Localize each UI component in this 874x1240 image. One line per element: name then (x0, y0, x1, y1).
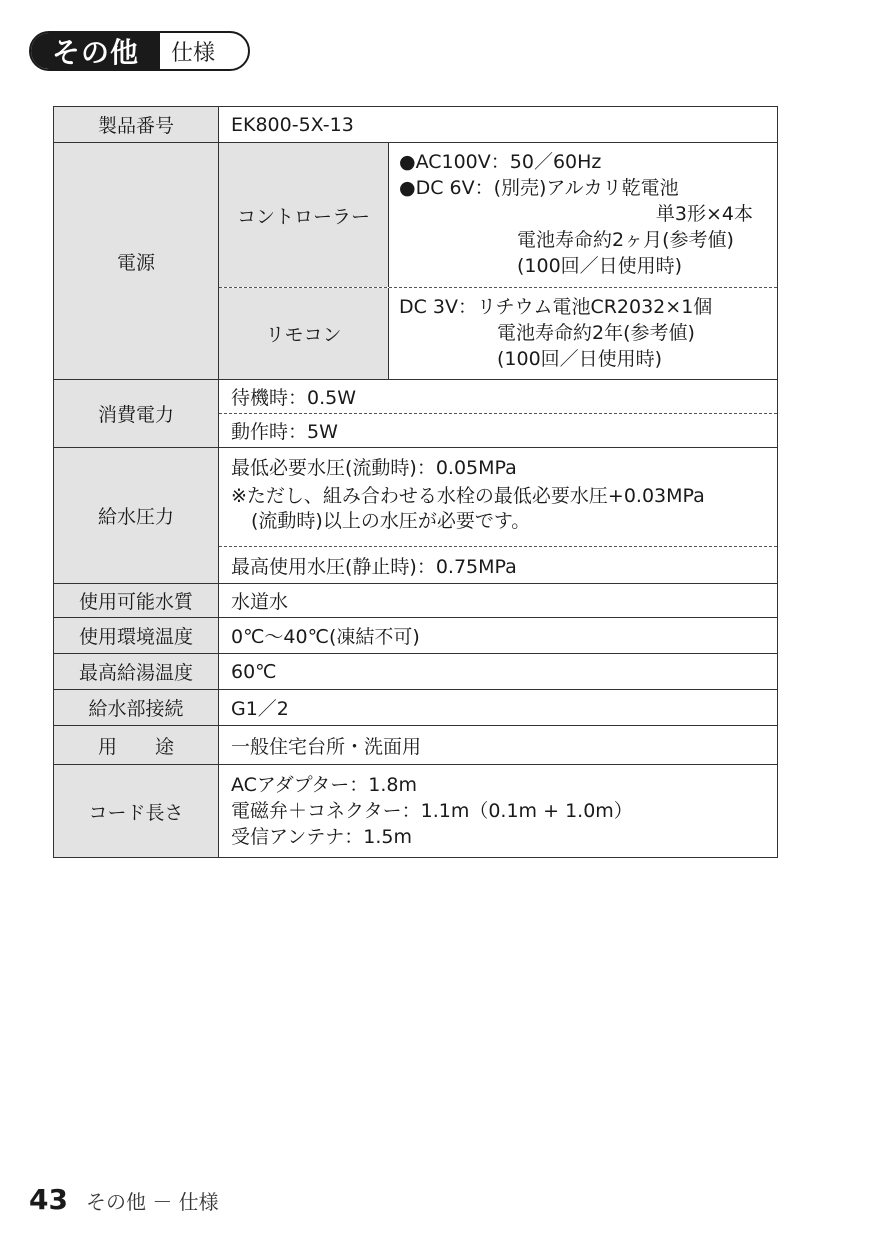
controller-line: ●DC 6V：(別売)アルカリ乾電池 (399, 177, 679, 199)
table-row-model (53, 106, 778, 143)
water-pressure-min: 最低必要水圧(流動時)：0.05MPa (231, 457, 517, 479)
row-label-consumption: 消費電力 (54, 380, 219, 447)
table-row-connection (53, 690, 778, 726)
table-row-env-temp (53, 618, 778, 654)
table-row-cord (53, 765, 778, 858)
row-value-connection: G1／2 (231, 698, 289, 720)
remote-line: (100回／日使用時) (497, 348, 663, 370)
row-value-quality: 水道水 (231, 591, 289, 613)
row-value-env-temp: 0℃～40℃(凍結不可) (231, 626, 420, 648)
table-row-consumption (53, 380, 778, 448)
table-row-power (53, 143, 778, 380)
table-row-max-temp (53, 654, 778, 690)
section-title: 仕様 (171, 40, 216, 66)
power-remote-row (219, 287, 777, 379)
power-controller-value (389, 143, 777, 287)
power-remote-value (389, 288, 777, 379)
controller-line: (100回／日使用時) (517, 255, 683, 277)
water-pressure-note: ※ただし、組み合わせる水栓の最低必要水圧+0.03MPa (231, 485, 705, 507)
row-label-model: 製品番号 (54, 107, 219, 142)
power-controller-row (219, 143, 777, 287)
row-label-quality: 使用可能水質 (54, 584, 219, 617)
section-label: その他 (31, 33, 160, 69)
row-label-water-pressure: 給水圧力 (54, 448, 219, 583)
row-label-max-temp: 最高給湯温度 (54, 654, 219, 689)
power-remote-label: リモコン (219, 288, 389, 379)
footer-text: その他 － 仕様 (85, 1190, 219, 1214)
consumption-operation: 動作時：5W (219, 413, 777, 447)
row-label-usage: 用 途 (54, 726, 219, 764)
controller-line: 電池寿命約2ヶ月(参考値) (517, 229, 734, 251)
table-row-quality (53, 584, 778, 618)
cord-line: ACアダプター：1.8m (231, 774, 417, 796)
water-pressure-max: 最高使用水圧(静止時)：0.75MPa (219, 546, 777, 583)
row-value-max-temp: 60℃ (231, 660, 277, 683)
power-controller-label: コントローラー (219, 143, 389, 287)
row-label-env-temp: 使用環境温度 (54, 618, 219, 653)
row-value-cord (219, 765, 777, 857)
remote-line: 電池寿命約2年(参考値) (497, 322, 695, 344)
table-row-usage (53, 726, 778, 765)
table-row-water-pressure (53, 448, 778, 584)
row-label-connection: 給水部接続 (54, 690, 219, 725)
water-pressure-min-block (219, 448, 777, 546)
controller-line: 単3形×4本 (655, 203, 753, 225)
row-label-power: 電源 (54, 143, 219, 379)
cord-line: 受信アンテナ：1.5m (231, 826, 412, 848)
spec-table (53, 106, 778, 858)
cord-line: 電磁弁＋コネクター：1.1m（0.1m + 1.0m） (231, 800, 633, 822)
row-value-model: EK800-5X-13 (231, 113, 354, 136)
remote-line: DC 3V：リチウム電池CR2032×1個 (399, 296, 713, 318)
consumption-standby: 待機時：0.5W (231, 387, 357, 409)
water-pressure-note: (流動時)以上の水圧が必要です。 (251, 510, 531, 532)
page-number: 43 (29, 1183, 68, 1216)
row-value-usage: 一般住宅台所・洗面用 (231, 735, 422, 758)
row-label-cord: コード長さ (54, 765, 219, 857)
page-footer (29, 1183, 219, 1216)
section-header-tab (29, 31, 250, 71)
controller-line: ●AC100V：50／60Hz (399, 151, 602, 173)
